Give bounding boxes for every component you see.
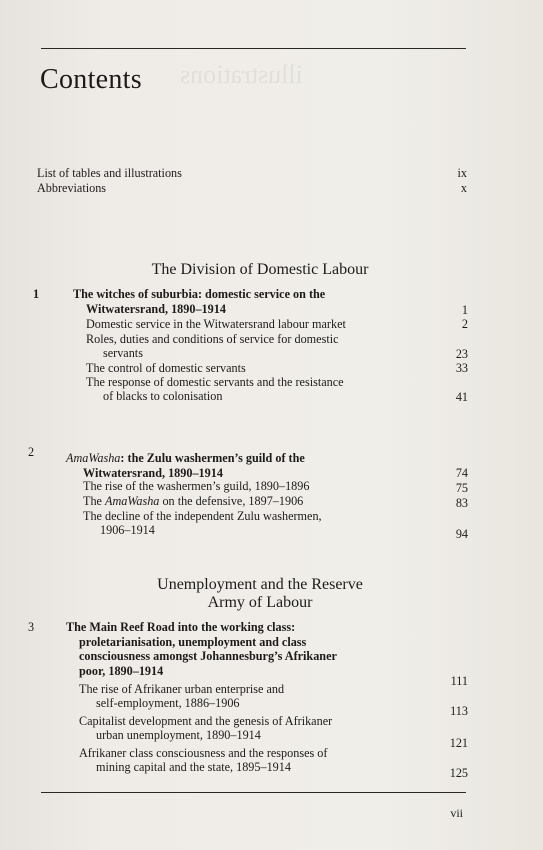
section-page: 41 xyxy=(455,390,468,404)
chapter-page: 1 xyxy=(461,303,468,317)
section-title-cont: 1906–1914 xyxy=(100,523,155,537)
section-page: 94 xyxy=(455,527,468,541)
bottom-rule xyxy=(41,792,466,793)
page-title: Contents xyxy=(40,64,142,95)
part-heading xyxy=(60,576,460,612)
part-heading xyxy=(60,261,460,279)
page-number: vii xyxy=(450,806,463,820)
chapter-number: 1 xyxy=(33,287,40,301)
section-title-cont: self-employment, 1886–1906 xyxy=(96,696,240,710)
chapter-title xyxy=(73,287,325,316)
section-title: The control of domestic servants xyxy=(86,361,246,375)
chapter-title xyxy=(66,620,337,678)
chapter-number: 2 xyxy=(28,445,35,459)
section-page: 121 xyxy=(449,736,468,750)
chapter-title-line xyxy=(66,451,305,466)
section-title: Capitalist development and the genesis of Afrikaner xyxy=(79,714,333,728)
section-title-post: on the defensive, 1897–1906 xyxy=(159,494,304,508)
chapter-page: 74 xyxy=(455,466,468,480)
chapter-title-line: consciousness amongst Johannesburg’s Afrikaner xyxy=(79,649,337,663)
chapter-number: 3 xyxy=(28,620,35,634)
chapter-title-line: Witwatersrand, 1890–1914 xyxy=(83,465,223,480)
top-rule xyxy=(41,48,466,49)
chapter-1 xyxy=(28,287,468,412)
section-page: 83 xyxy=(455,496,468,510)
section-title: The response of domestic servants and the resistance xyxy=(86,375,344,389)
front-matter xyxy=(37,166,467,196)
part-title-line: Army of Labour xyxy=(207,594,313,611)
chapter-page: 111 xyxy=(450,674,468,688)
chapter-title-italic: AmaWasha xyxy=(66,451,121,465)
chapter-2 xyxy=(28,445,468,545)
chapter-title-line: The Main Reef Road into the working class: xyxy=(66,620,296,634)
section-page: 125 xyxy=(449,766,468,780)
front-matter-page: x xyxy=(460,181,467,195)
part-title-line: Unemployment and the Reserve xyxy=(157,576,363,593)
section-title: Afrikaner class consciousness and the responses of xyxy=(79,746,328,760)
front-matter-label: Abbreviations xyxy=(37,181,107,195)
section-title xyxy=(83,494,303,509)
section-title: The decline of the independent Zulu washermen, xyxy=(83,509,322,523)
section-page: 113 xyxy=(450,704,468,718)
section-page: 33 xyxy=(455,361,468,375)
section-title-italic: AmaWasha xyxy=(105,494,160,508)
chapter-title-rest: : the Zulu washermen’s guild of the xyxy=(120,451,305,465)
front-matter-item xyxy=(37,181,467,196)
section-title-cont: mining capital and the state, 1895–1914 xyxy=(96,760,291,774)
bleed-through-text: illustrations xyxy=(180,60,303,89)
chapter-title-line: poor, 1890–1914 xyxy=(79,663,164,678)
section-title-cont: of blacks to colonisation xyxy=(103,389,223,403)
section-page: 75 xyxy=(455,481,468,495)
section-title-cont: urban unemployment, 1890–1914 xyxy=(96,728,261,742)
front-matter-label: List of tables and illustrations xyxy=(37,166,182,180)
section-title: Domestic service in the Witwatersrand labour market xyxy=(86,317,346,331)
chapter-title-line: Witwatersrand, 1890–1914 xyxy=(86,301,226,316)
section-title: The rise of Afrikaner urban enterprise and xyxy=(79,682,285,696)
section-title: The rise of the washermen’s guild, 1890–1896 xyxy=(83,479,310,493)
section-title: Roles, duties and conditions of service for domestic xyxy=(86,332,339,346)
section-page: 2 xyxy=(461,317,468,331)
chapter-3 xyxy=(28,620,468,780)
part-title: The Division of Domestic Labour xyxy=(151,261,369,278)
chapter-title-line: proletarianisation, unemployment and class xyxy=(79,634,307,649)
front-matter-item xyxy=(37,166,467,181)
chapter-title xyxy=(66,451,305,480)
section-title-pre: The xyxy=(83,494,105,508)
section-title-cont: servants xyxy=(103,346,143,360)
chapter-title-line: The witches of suburbia: domestic service on the xyxy=(73,287,326,301)
section-page: 23 xyxy=(455,347,468,361)
front-matter-page: ix xyxy=(457,166,467,180)
